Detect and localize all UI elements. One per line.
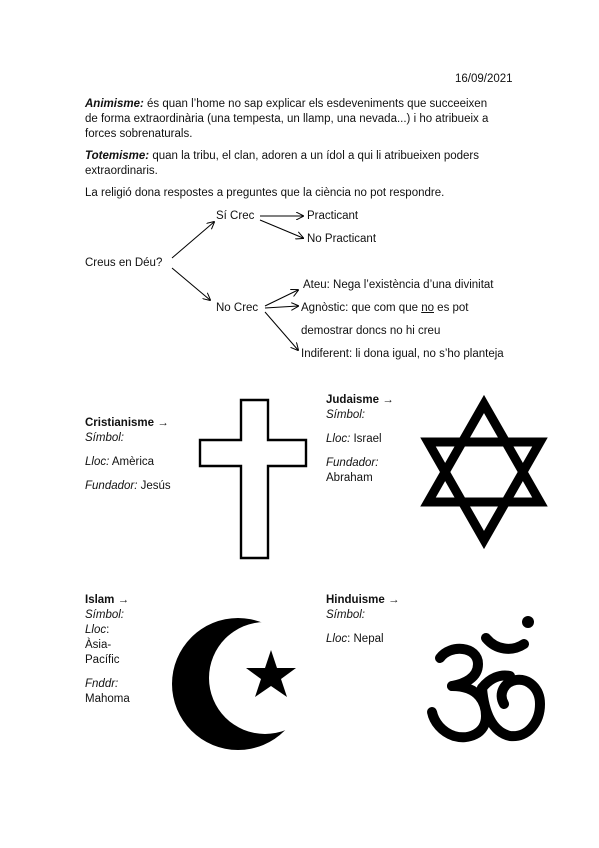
diagram-not-practicing: No Practicant	[307, 233, 377, 245]
hinduism-symbol-label: Símbol:	[326, 609, 365, 621]
diagram-agnostic-2: demostrar doncs no hi creu	[301, 325, 441, 337]
totemism-term: Totemisme:	[85, 150, 150, 162]
judaism-place: Israel	[350, 433, 382, 445]
latin-cross-icon	[188, 390, 328, 565]
arrow-no-to-agnostic	[265, 306, 298, 308]
date: 16/09/2021	[455, 73, 513, 85]
agnostic-text-b: es pot	[433, 302, 469, 314]
islam-symbol-label: Símbol:	[85, 609, 124, 621]
hinduism-place-label: Lloc	[326, 633, 348, 645]
religion-statement: La religió dona respostes a preguntes que la ciència no pot respondre.	[85, 187, 445, 199]
diagram-practicing: Practicant	[307, 210, 359, 222]
arrow-no-to-atheist	[265, 290, 298, 306]
diagram-indifferent: Indiferent: li dona igual, no s’ho planteja	[301, 348, 504, 360]
hinduism-name: Hinduisme →	[326, 594, 400, 606]
christianity-info	[85, 416, 195, 494]
diagram-yes: Sí Crec	[216, 210, 255, 222]
judaism-place-label: Lloc:	[326, 433, 351, 445]
judaism-name: Judaisme →	[326, 394, 394, 406]
arrow-no-to-indifferent	[265, 312, 298, 350]
christianity-founder: Jesús	[137, 480, 171, 492]
animism-text-1: és quan l’home no sap explicar els esdeveniments que succeeixen	[143, 98, 488, 110]
diagram-no: No Crec	[216, 302, 259, 314]
om-icon	[424, 608, 554, 748]
islam-place-colon: :	[106, 624, 110, 636]
arrow-root-to-yes	[172, 222, 214, 258]
islam-place-2: Pacífic	[85, 654, 120, 666]
judaism-founder: Abraham	[326, 472, 373, 484]
christianity-founder-label: Fundador:	[85, 480, 138, 492]
totemism-text-2: extraordinaris.	[85, 165, 158, 177]
agnostic-text-a: Agnòstic: que com que	[301, 302, 422, 314]
diagram-atheist: Ateu: Nega l’existència d’una divinitat	[303, 279, 494, 291]
totemism-text-1: quan la tribu, el clan, adoren a un ídol a qui li atribueixen poders	[149, 150, 480, 162]
islam-founder-label: Fnddr:	[85, 678, 119, 690]
islam-name: Islam →	[85, 594, 130, 606]
christianity-place-label: Lloc:	[85, 456, 110, 468]
agnostic-no: no	[421, 302, 434, 314]
christianity-place: Amèrica	[109, 456, 155, 468]
star-of-david-icon	[414, 392, 554, 552]
arrow-yes-to-not-practicing	[260, 220, 303, 238]
islam-place-label: Lloc	[85, 624, 107, 636]
animism-text-2: de forma extraordinària (una tempesta, un llamp, una nevada...) i ho atribueix a	[85, 113, 489, 125]
hinduism-place: : Nepal	[347, 633, 384, 645]
diagram-root: Creus en Déu?	[85, 257, 163, 269]
crescent-and-star-icon	[158, 612, 328, 752]
diagram-agnostic	[301, 301, 469, 316]
judaism-founder-label: Fundador:	[326, 457, 379, 469]
animism-term: Animisme:	[85, 98, 144, 110]
christianity-symbol-label: Símbol:	[85, 432, 124, 444]
animism-text-3: forces sobrenaturals.	[85, 128, 193, 140]
islam-info	[85, 593, 165, 707]
christianity-name: Cristianisme →	[85, 417, 169, 429]
judaism-symbol-label: Símbol:	[326, 409, 365, 421]
arrow-root-to-no	[172, 268, 210, 300]
islam-founder: Mahoma	[85, 693, 130, 705]
islam-place-1: Àsia-	[85, 639, 112, 651]
